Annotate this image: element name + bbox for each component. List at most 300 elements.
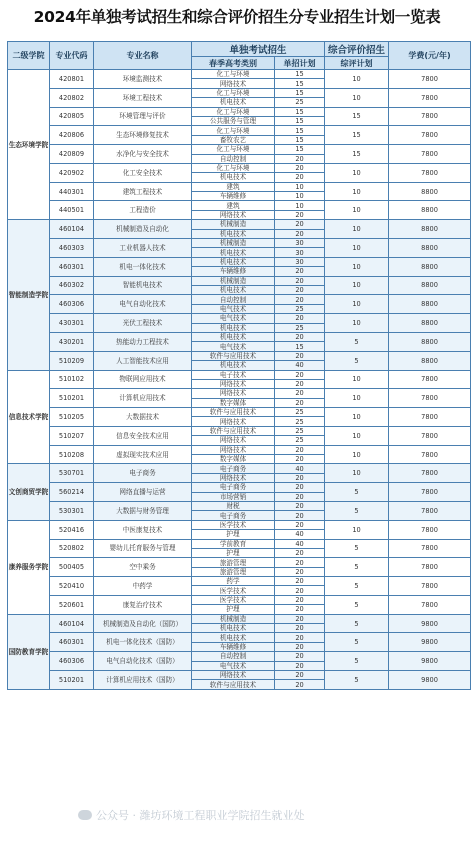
college-name: 智能制造学院 xyxy=(8,220,50,370)
tuition-value: 7800 xyxy=(389,408,471,427)
spring-category: 自动控制 xyxy=(192,295,275,304)
spring-category: 护理 xyxy=(192,605,275,614)
major-code: 460303 xyxy=(50,239,94,258)
major-code: 520802 xyxy=(50,539,94,558)
comprehensive-plan-count: 10 xyxy=(325,426,389,445)
single-plan-count: 20 xyxy=(275,445,325,454)
major-name: 物联网应用技术 xyxy=(94,370,192,389)
tuition-value: 8800 xyxy=(389,332,471,351)
tuition-value: 7800 xyxy=(389,520,471,539)
spring-category: 自动控制 xyxy=(192,154,275,163)
spring-category: 电气技术 xyxy=(192,661,275,670)
single-plan-count: 25 xyxy=(275,323,325,332)
major-name: 机械制造及自动化 xyxy=(94,220,192,239)
single-plan-count: 20 xyxy=(275,586,325,595)
tuition-value: 7800 xyxy=(389,445,471,464)
single-plan-count: 20 xyxy=(275,220,325,229)
single-plan-count: 20 xyxy=(275,492,325,501)
major-name: 虚拟现实技术应用 xyxy=(94,445,192,464)
major-code: 510207 xyxy=(50,426,94,445)
comprehensive-plan-count: 15 xyxy=(325,126,389,145)
wechat-icon xyxy=(78,810,92,820)
header-comprehensive-plan: 综评计划 xyxy=(325,57,389,70)
comprehensive-plan-count: 5 xyxy=(325,671,389,690)
major-name: 计算机应用技术（国防） xyxy=(94,671,192,690)
single-plan-count: 20 xyxy=(275,520,325,529)
major-code: 520410 xyxy=(50,577,94,596)
table-row xyxy=(8,595,471,604)
major-code: 460301 xyxy=(50,257,94,276)
tuition-value: 8800 xyxy=(389,276,471,295)
comprehensive-plan-count: 5 xyxy=(325,332,389,351)
spring-category: 旅游管理 xyxy=(192,567,275,576)
single-plan-count: 20 xyxy=(275,483,325,492)
major-code: 460104 xyxy=(50,614,94,633)
major-code: 510201 xyxy=(50,671,94,690)
spring-category: 市场营销 xyxy=(192,492,275,501)
spring-category: 软件与应用技术 xyxy=(192,426,275,435)
spring-category: 学前教育 xyxy=(192,539,275,548)
tuition-value: 8800 xyxy=(389,351,471,370)
spring-category: 护理 xyxy=(192,530,275,539)
major-code: 530301 xyxy=(50,501,94,520)
tuition-value: 7800 xyxy=(389,501,471,520)
major-name: 电气自动化技术（国防） xyxy=(94,652,192,671)
major-code: 510209 xyxy=(50,351,94,370)
table-row xyxy=(8,107,471,116)
single-plan-count: 20 xyxy=(275,455,325,464)
table-row xyxy=(8,257,471,266)
spring-category: 数字媒体 xyxy=(192,455,275,464)
major-name: 空中乘务 xyxy=(94,558,192,577)
single-plan-count: 20 xyxy=(275,624,325,633)
single-plan-count: 10 xyxy=(275,201,325,210)
comprehensive-plan-count: 10 xyxy=(325,163,389,182)
table-row xyxy=(8,370,471,379)
single-plan-count: 20 xyxy=(275,370,325,379)
tuition-value: 8800 xyxy=(389,201,471,220)
comprehensive-plan-count: 5 xyxy=(325,483,389,502)
single-plan-count: 20 xyxy=(275,314,325,323)
major-code: 460301 xyxy=(50,633,94,652)
single-plan-count: 15 xyxy=(275,342,325,351)
major-name: 化工安全技术 xyxy=(94,163,192,182)
spring-category: 机械制造 xyxy=(192,614,275,623)
single-plan-count: 20 xyxy=(275,671,325,680)
table-row xyxy=(8,314,471,323)
spring-category: 化工与环境 xyxy=(192,70,275,79)
major-code: 430201 xyxy=(50,332,94,351)
single-plan-count: 20 xyxy=(275,295,325,304)
spring-category: 机电技术 xyxy=(192,633,275,642)
major-name: 大数据与财务管理 xyxy=(94,501,192,520)
comprehensive-plan-count: 5 xyxy=(325,633,389,652)
single-plan-count: 20 xyxy=(275,511,325,520)
major-name: 婴幼儿托育服务与管理 xyxy=(94,539,192,558)
spring-category: 车辆维修 xyxy=(192,267,275,276)
spring-category: 机电技术 xyxy=(192,332,275,341)
table-row xyxy=(8,539,471,548)
tuition-value: 7800 xyxy=(389,483,471,502)
major-code: 460306 xyxy=(50,295,94,314)
comprehensive-plan-count: 10 xyxy=(325,295,389,314)
tuition-value: 9800 xyxy=(389,633,471,652)
single-plan-count: 20 xyxy=(275,567,325,576)
header-tuition: 学费(元/年) xyxy=(389,42,471,70)
major-code: 420902 xyxy=(50,163,94,182)
comprehensive-plan-count: 15 xyxy=(325,107,389,126)
major-name: 水净化与安全技术 xyxy=(94,145,192,164)
spring-category: 网络技术 xyxy=(192,445,275,454)
single-plan-count: 30 xyxy=(275,257,325,266)
spring-category: 网络技术 xyxy=(192,379,275,388)
spring-category: 电气技术 xyxy=(192,304,275,313)
major-name: 电气自动化技术 xyxy=(94,295,192,314)
header-comprehensive: 综合评价招生 xyxy=(325,42,389,57)
table-body xyxy=(8,70,471,690)
major-code: 420801 xyxy=(50,70,94,89)
spring-category: 软件与应用技术 xyxy=(192,408,275,417)
comprehensive-plan-count: 10 xyxy=(325,370,389,389)
table-row xyxy=(8,389,471,398)
table-row xyxy=(8,88,471,97)
table-row xyxy=(8,464,471,473)
tuition-value: 9800 xyxy=(389,652,471,671)
spring-category: 机电技术 xyxy=(192,323,275,332)
table-row xyxy=(8,182,471,191)
major-code: 520601 xyxy=(50,595,94,614)
college-name: 信息技术学院 xyxy=(8,370,50,464)
comprehensive-plan-count: 10 xyxy=(325,276,389,295)
spring-category: 机电技术 xyxy=(192,173,275,182)
header-spring-category: 春季高考类别 xyxy=(192,57,275,70)
major-name: 大数据技术 xyxy=(94,408,192,427)
single-plan-count: 20 xyxy=(275,501,325,510)
major-code: 440301 xyxy=(50,182,94,201)
page-title: 2024年单独考试招生和综合评价招生分专业招生计划一览表 xyxy=(33,8,441,26)
watermark-text: 公众号 · 潍坊环境工程职业学院招生就业处 xyxy=(96,809,305,822)
tuition-value: 7800 xyxy=(389,126,471,145)
table-row xyxy=(8,671,471,680)
major-name: 中药学 xyxy=(94,577,192,596)
comprehensive-plan-count: 5 xyxy=(325,558,389,577)
single-plan-count: 10 xyxy=(275,182,325,191)
major-name: 环境监测技术 xyxy=(94,70,192,89)
comprehensive-plan-count: 5 xyxy=(325,539,389,558)
single-plan-count: 15 xyxy=(275,70,325,79)
single-plan-count: 15 xyxy=(275,135,325,144)
single-plan-count: 40 xyxy=(275,539,325,548)
comprehensive-plan-count: 5 xyxy=(325,614,389,633)
single-plan-count: 30 xyxy=(275,239,325,248)
spring-category: 电子商务 xyxy=(192,483,275,492)
tuition-value: 8800 xyxy=(389,314,471,333)
single-plan-count: 20 xyxy=(275,595,325,604)
college-name: 康养服务学院 xyxy=(8,520,50,614)
spring-category: 医学技术 xyxy=(192,595,275,604)
spring-category: 车辆维修 xyxy=(192,642,275,651)
single-plan-count: 20 xyxy=(275,680,325,689)
table-row xyxy=(8,520,471,529)
table-row xyxy=(8,426,471,435)
spring-category: 电子商务 xyxy=(192,511,275,520)
major-code: 440501 xyxy=(50,201,94,220)
spring-category: 自动控制 xyxy=(192,652,275,661)
major-name: 信息安全技术应用 xyxy=(94,426,192,445)
spring-category: 软件与应用技术 xyxy=(192,680,275,689)
tuition-value: 7800 xyxy=(389,426,471,445)
tuition-value: 9800 xyxy=(389,614,471,633)
major-name: 工业机器人技术 xyxy=(94,239,192,258)
comprehensive-plan-count: 10 xyxy=(325,182,389,201)
table-row xyxy=(8,295,471,304)
single-plan-count: 20 xyxy=(275,605,325,614)
single-plan-count: 20 xyxy=(275,642,325,651)
tuition-value: 8800 xyxy=(389,220,471,239)
single-plan-count: 20 xyxy=(275,389,325,398)
spring-category: 网络技术 xyxy=(192,436,275,445)
comprehensive-plan-count: 15 xyxy=(325,145,389,164)
major-code: 510208 xyxy=(50,445,94,464)
single-plan-count: 20 xyxy=(275,379,325,388)
major-code: 460306 xyxy=(50,652,94,671)
major-name: 电子商务 xyxy=(94,464,192,483)
major-name: 机械制造及自动化（国防） xyxy=(94,614,192,633)
spring-category: 财税 xyxy=(192,501,275,510)
single-plan-count: 20 xyxy=(275,351,325,360)
spring-category: 网络技术 xyxy=(192,473,275,482)
tuition-value: 7800 xyxy=(389,145,471,164)
spring-category: 电气技术 xyxy=(192,342,275,351)
tuition-value: 7800 xyxy=(389,595,471,614)
enrollment-plan-table xyxy=(7,41,471,690)
header-single-plan: 单招计划 xyxy=(275,57,325,70)
table-row xyxy=(8,220,471,229)
single-plan-count: 20 xyxy=(275,473,325,482)
major-name: 环境工程技术 xyxy=(94,88,192,107)
single-plan-count: 25 xyxy=(275,98,325,107)
single-plan-count: 15 xyxy=(275,116,325,125)
spring-category: 医学技术 xyxy=(192,520,275,529)
spring-category: 建筑 xyxy=(192,201,275,210)
spring-category: 化工与环境 xyxy=(192,88,275,97)
single-plan-count: 20 xyxy=(275,558,325,567)
spring-category: 畜牧农艺 xyxy=(192,135,275,144)
tuition-value: 8800 xyxy=(389,295,471,314)
single-plan-count: 15 xyxy=(275,145,325,154)
tuition-value: 8800 xyxy=(389,257,471,276)
comprehensive-plan-count: 10 xyxy=(325,314,389,333)
comprehensive-plan-count: 5 xyxy=(325,652,389,671)
major-name: 建筑工程技术 xyxy=(94,182,192,201)
single-plan-count: 20 xyxy=(275,276,325,285)
table-row xyxy=(8,201,471,210)
spring-category: 网络技术 xyxy=(192,389,275,398)
single-plan-count: 25 xyxy=(275,304,325,313)
major-name: 工程造价 xyxy=(94,201,192,220)
single-plan-count: 25 xyxy=(275,408,325,417)
spring-category: 建筑 xyxy=(192,182,275,191)
major-code: 510205 xyxy=(50,408,94,427)
comprehensive-plan-count: 10 xyxy=(325,220,389,239)
single-plan-count: 20 xyxy=(275,633,325,642)
table-row xyxy=(8,652,471,661)
comprehensive-plan-count: 10 xyxy=(325,445,389,464)
single-plan-count: 20 xyxy=(275,229,325,238)
table-row xyxy=(8,163,471,172)
table-row xyxy=(8,126,471,135)
major-code: 500405 xyxy=(50,558,94,577)
major-code: 460104 xyxy=(50,220,94,239)
spring-category: 机械制造 xyxy=(192,239,275,248)
single-plan-count: 20 xyxy=(275,163,325,172)
header-code: 专业代码 xyxy=(50,42,94,70)
table-row xyxy=(8,239,471,248)
spring-category: 护理 xyxy=(192,548,275,557)
table-row xyxy=(8,70,471,79)
table-row xyxy=(8,501,471,510)
single-plan-count: 15 xyxy=(275,79,325,88)
spring-category: 机械制造 xyxy=(192,220,275,229)
spring-category: 网络技术 xyxy=(192,79,275,88)
tuition-value: 9800 xyxy=(389,671,471,690)
major-name: 智能机电技术 xyxy=(94,276,192,295)
single-plan-count: 25 xyxy=(275,436,325,445)
major-name: 人工智能技术应用 xyxy=(94,351,192,370)
single-plan-count: 20 xyxy=(275,173,325,182)
spring-category: 药学 xyxy=(192,577,275,586)
spring-category: 机械制造 xyxy=(192,276,275,285)
major-name: 机电一体化技术 xyxy=(94,257,192,276)
comprehensive-plan-count: 10 xyxy=(325,408,389,427)
comprehensive-plan-count: 5 xyxy=(325,577,389,596)
single-plan-count: 40 xyxy=(275,361,325,370)
spring-category: 机电技术 xyxy=(192,229,275,238)
spring-category: 电子商务 xyxy=(192,464,275,473)
tuition-value: 7800 xyxy=(389,107,471,126)
single-plan-count: 15 xyxy=(275,88,325,97)
spring-category: 机电技术 xyxy=(192,98,275,107)
single-plan-count: 20 xyxy=(275,661,325,670)
major-name: 康复治疗技术 xyxy=(94,595,192,614)
table-row xyxy=(8,351,471,360)
table-row xyxy=(8,614,471,623)
header-college: 二级学院 xyxy=(8,42,50,70)
tuition-value: 7800 xyxy=(389,389,471,408)
spring-category: 机电技术 xyxy=(192,257,275,266)
comprehensive-plan-count: 5 xyxy=(325,595,389,614)
spring-category: 电气技术 xyxy=(192,314,275,323)
college-name: 国防教育学院 xyxy=(8,614,50,689)
single-plan-count: 20 xyxy=(275,267,325,276)
header-major-name: 专业名称 xyxy=(94,42,192,70)
tuition-value: 7800 xyxy=(389,558,471,577)
comprehensive-plan-count: 5 xyxy=(325,351,389,370)
spring-category: 机电技术 xyxy=(192,361,275,370)
college-name: 生态环境学院 xyxy=(8,70,50,220)
table-row xyxy=(8,145,471,154)
spring-category: 车辆维修 xyxy=(192,192,275,201)
major-code: 430301 xyxy=(50,314,94,333)
table-row xyxy=(8,445,471,454)
table-row xyxy=(8,577,471,586)
spring-category: 机电技术 xyxy=(192,285,275,294)
major-name: 光伏工程技术 xyxy=(94,314,192,333)
major-code: 560214 xyxy=(50,483,94,502)
major-code: 460302 xyxy=(50,276,94,295)
major-name: 网络直播与运营 xyxy=(94,483,192,502)
major-name: 环境管理与评价 xyxy=(94,107,192,126)
spring-category: 网络技术 xyxy=(192,210,275,219)
table-row xyxy=(8,332,471,341)
spring-category: 机电技术 xyxy=(192,248,275,257)
table-row xyxy=(8,276,471,285)
comprehensive-plan-count: 10 xyxy=(325,257,389,276)
tuition-value: 7800 xyxy=(389,88,471,107)
major-code: 510201 xyxy=(50,389,94,408)
single-plan-count: 15 xyxy=(275,107,325,116)
comprehensive-plan-count: 5 xyxy=(325,501,389,520)
table-row xyxy=(8,558,471,567)
major-code: 420802 xyxy=(50,88,94,107)
spring-category: 化工与环境 xyxy=(192,145,275,154)
single-plan-count: 25 xyxy=(275,426,325,435)
tuition-value: 7800 xyxy=(389,163,471,182)
single-plan-count: 30 xyxy=(275,248,325,257)
table-row xyxy=(8,483,471,492)
table-row xyxy=(8,408,471,417)
table-row xyxy=(8,633,471,642)
major-code: 420809 xyxy=(50,145,94,164)
spring-category: 数字媒体 xyxy=(192,398,275,407)
single-plan-count: 10 xyxy=(275,192,325,201)
major-code: 420806 xyxy=(50,126,94,145)
major-code: 530701 xyxy=(50,464,94,483)
major-name: 热能动力工程技术 xyxy=(94,332,192,351)
major-name: 计算机应用技术 xyxy=(94,389,192,408)
single-plan-count: 40 xyxy=(275,530,325,539)
college-name: 文创商贸学院 xyxy=(8,464,50,520)
major-code: 420805 xyxy=(50,107,94,126)
spring-category: 医学技术 xyxy=(192,586,275,595)
single-plan-count: 20 xyxy=(275,652,325,661)
major-name: 生态环境修复技术 xyxy=(94,126,192,145)
spring-category: 公共服务与管理 xyxy=(192,116,275,125)
single-plan-count: 20 xyxy=(275,577,325,586)
watermark xyxy=(78,807,305,823)
single-plan-count: 15 xyxy=(275,126,325,135)
single-plan-count: 20 xyxy=(275,398,325,407)
header-single-exam: 单独考试招生 xyxy=(192,42,325,57)
comprehensive-plan-count: 10 xyxy=(325,201,389,220)
spring-category: 机电技术 xyxy=(192,624,275,633)
spring-category: 电子技术 xyxy=(192,370,275,379)
single-plan-count: 20 xyxy=(275,548,325,557)
major-code: 510102 xyxy=(50,370,94,389)
major-name: 机电一体化技术（国防） xyxy=(94,633,192,652)
single-plan-count: 20 xyxy=(275,285,325,294)
comprehensive-plan-count: 10 xyxy=(325,464,389,483)
single-plan-count: 20 xyxy=(275,210,325,219)
single-plan-count: 40 xyxy=(275,464,325,473)
comprehensive-plan-count: 10 xyxy=(325,389,389,408)
comprehensive-plan-count: 10 xyxy=(325,520,389,539)
comprehensive-plan-count: 10 xyxy=(325,239,389,258)
single-plan-count: 25 xyxy=(275,417,325,426)
tuition-value: 7800 xyxy=(389,370,471,389)
single-plan-count: 20 xyxy=(275,154,325,163)
spring-category: 化工与环境 xyxy=(192,107,275,116)
